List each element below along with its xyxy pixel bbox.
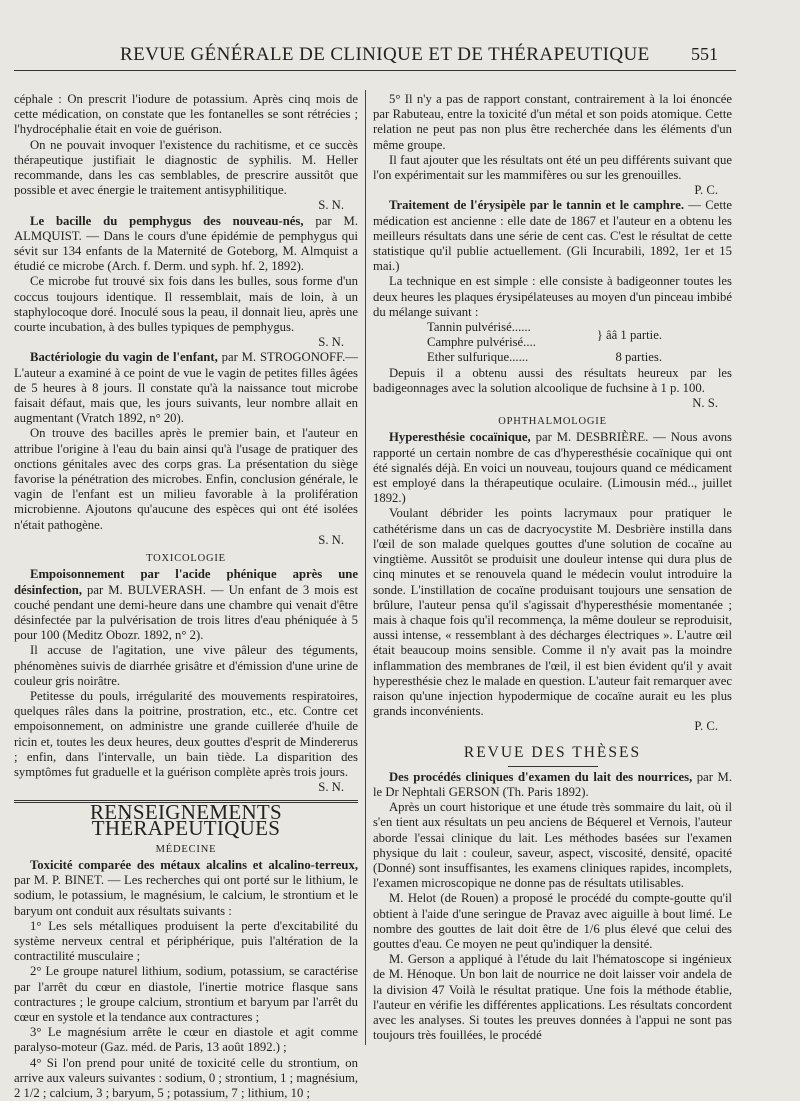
formula-line: Tannin pulvérisé......: [427, 320, 531, 335]
section-title-renseignements: RENSEIGNEMENTS THÉRAPEUTIQUES: [89, 800, 283, 840]
paragraph: céphale : On prescrit l'iodure de potassium. Après cinq mois de cette médication, on constate que les fontanelles se sont rétrécies ; l'hydrocéphalie était en voie de guérison.: [14, 92, 358, 137]
column-divider: [365, 90, 366, 1045]
article-gerson: [373, 770, 732, 800]
article-desbriere: [373, 430, 732, 506]
left-column: [14, 92, 358, 1101]
article-strogonoff: [14, 350, 358, 426]
article-bulverash: [14, 567, 358, 643]
paragraph: Après un court historique et une étude très sommaire du lait, où il s'en tient aux résultats un peu anciens de Béquerel et Vernois, l'auteur aborde l'essai clinique du lait. Les méthodes basées sur l'examen physique du lait : couleur, saveur, aspect, viscosité, densité, opacité (Donné) sont insuffisantes, les examens cliniques rapides, incomplets, l'examen microscopique ne donne pas de résultats utilisables.: [373, 800, 732, 891]
signature: P. C.: [694, 183, 718, 198]
paragraph: M. Helot (de Rouen) a proposé le procédé du compte-goutte qu'il obtient à l'aide d'une seringue de Pravaz avec aiguille à bout limé. Le nombre des gouttes de lait doit être de 1/6 plus élevé que celui des gouttes d'eau. Ce moyen ne peut qu'indiquer la densité.: [373, 891, 732, 951]
right-column: [373, 92, 732, 1043]
paragraph: On ne pouvait invoquer l'existence du rachitisme, et ce succès thérapeutique justifiait le diagnostic de syphilis. M. Heller recommande, dans les cas semblables, de prescrire aussitôt que possible et avec énergie le traitement antisyphilitique.: [14, 137, 358, 198]
paragraph: On trouve des bacilles après le premier bain, et l'auteur en attribue l'origine à l'eau du bain ainsi qu'à l'usage de pratiquer des onctions génitales avec des corps gras. La présentation du siège favorise la pénétration des microbes. Enfin, conclusion générale, le vagin de l'enfant est un milieu favorable à la prolifération microbienne. Ajoutons qu'aucune des espèces qui ont été isolées n'était pathogène.: [14, 426, 358, 532]
page-number: 551: [691, 44, 718, 64]
list-item: 4° Si l'on prend pour unité de toxicité celle du strontium, on arrive aux valeurs suivantes : sodium, 0 ; strontium, 1 ; magnésium, 2 1/2 ; calcium, 3 ; baryum, 5 ; potassium, 7 ; lithium, 10 ;: [14, 1055, 358, 1100]
article-title: Hyperesthésie cocaïnique,: [389, 430, 531, 445]
article-text: par M. DESBRIÈRE. — Nous avons rapporté un certain nombre de cas d'hyperesthésie cocaïnique qui ont été signalés déjà. En voici un nouveau, toujours quand ce médicament est employé dans la thérapeutique oculaire. (Limousin méd.., juillet 1892.): [373, 430, 732, 506]
formula-line: Ether sulfurique......: [427, 350, 529, 365]
article-title: Toxicité comparée des métaux alcalins et alcalino-terreux,: [30, 857, 358, 872]
paragraph: Il faut ajouter que les résultats ont été un peu différents suivant que l'on expérimentait sur les mammifères ou sur les grenouilles.: [373, 152, 732, 183]
paragraph: La technique en est simple : elle consiste à badigeonner toutes les deux heures les plaques érysipélateuses au moyen d'un pinceau imbibé du mélange suivant :: [373, 274, 732, 319]
list-item: 5° Il n'y a pas de rapport constant, contrairement à la loi énoncée par Rabuteau, entre la toxicité d'un métal et son poids atomique. Cette relation ne peut pas non plus être recherchée dans les éléments d'un même groupe.: [373, 92, 732, 152]
list-item: 1° Les sels métalliques produisent la perte d'excitabilité du système nerveux central et périphérique, puis l'altération de la contractilité musculaire ;: [14, 918, 358, 964]
article-text: par M. ALMQUIST. — Dans le cours d'une épidémie de pemphygus qui sévit sur 134 enfants de la Maternité de Goteborg, M. Almquist a étudié ce microbe (Arch. f. Derm. und syph. hf. 2, 1892).: [14, 213, 358, 274]
running-header: [0, 40, 800, 70]
article-title: Bactériologie du vagin de l'enfant,: [30, 350, 218, 365]
section-title-theses: REVUE DES THÈSES: [463, 743, 642, 761]
paragraph: Il accuse de l'agitation, une vive pâleur des téguments, phénomènes suivis de diarrhée grisâtre et d'émission d'une urine de couleur gris noirâtre.: [14, 643, 358, 688]
signature: S. N.: [318, 532, 344, 547]
formula: [373, 320, 732, 350]
signature: S. N.: [318, 198, 344, 213]
article-title: Traitement de l'érysipèle par le tannin et le camphre.: [389, 198, 685, 213]
article-title: Des procédés cliniques d'examen du lait des nourrices,: [389, 769, 693, 784]
signature: S. N.: [318, 335, 344, 350]
signature: P. C.: [694, 719, 718, 734]
formula-row: [373, 350, 732, 365]
paragraph: Voulant débrider les points lacrymaux pour pratiquer le cathétérisme dans un cas de dacryocystite M. Desbrière instilla dans l'œil de son malade quelques gouttes d'une solution de cocaïne au vingtième. Aussitôt se produisit une douleur intense qui dura plus de cinq minutes et se renouvela quand le médecin voulut introduire la sonde. L'instillation de cocaïne produisant toujours une sensation de brûlure, l'auteur pensa qu'il s'agissait d'hyperesthésie momentanée ; mais à chaque fois qu'il recommença, la même douleur se reproduisit, aussi intense, « ressemblant à des décharges électriques ». L'autre œil était beaucoup moins sensible. Comme il n'y avait pas la moindre inflammation des membranes de l'œil, il est bien évident qu'il y avait hyperesthésie chez le malade en question. L'auteur fait remarquer avec raison qu'une injection hypodermique de cocaïne aurait eu les plus grands inconvénients.: [373, 506, 732, 719]
article-title: Le bacille du pemphygus des nouveau-nés,: [30, 213, 304, 228]
article-almquist: [14, 214, 358, 275]
paragraph: Ce microbe fut trouvé six fois dans les bulles, sous forme d'un coccus toujours identique. Il ressemblait, mais de loin, à un staphylocoque doré. Inoculé sous la peau, il donnait lieu, après une courte incubation, à des bulles typiques de pemphygus.: [14, 274, 358, 335]
section-heading-ophthalmologie: OPHTHALMOLOGIE: [498, 416, 607, 428]
header-rule: [14, 70, 736, 71]
formula-quantity: 8 parties.: [615, 350, 662, 365]
formula-quantity: } ââ 1 partie.: [596, 327, 662, 342]
section-heading-medecine: MÉDECINE: [155, 843, 217, 855]
article-title: Empoisonnement par l'acide phénique après une désinfection,: [14, 567, 358, 597]
paragraph: Petitesse du pouls, irrégularité des mouvements respiratoires, quelques râles dans la poitrine, prostration, etc., etc. Contre cet empoisonnement, on administre une grande cuillerée d'huile de ricin et, toutes les deux heures, deux gouttes d'esprit de Mindererus ; enfin, dans l'intervalle, un bain tiède. La disparition des symptômes fut graduelle et la guérison complète après trois jours.: [14, 688, 358, 779]
list-item: 2° Le groupe naturel lithium, sodium, potassium, se caractérise par l'arrêt du cœur en diastole, l'inertie motrice flasque sans contractures ; le groupe calcium, strontium et baryum par l'arrêt du cœur en systole et la tendance aux contractures ;: [14, 964, 358, 1024]
paragraph: Depuis il a obtenu aussi des résultats heureux par les badigeonnages avec la solution alcoolique de fuchsine à 1 p. 100.: [373, 365, 732, 395]
formula-line: Camphre pulvérisé....: [427, 335, 536, 350]
section-rule: [508, 766, 598, 767]
article-binet: [14, 858, 358, 919]
article-text: par M. STROGONOFF.— L'auteur a examiné à ce point de vue le vagin de petites filles âgées de 5 heures à 8 jours. Il constate qu'à la naissance tout microbe faisait défaut, mais que, les jours suivants, leur nombre allait en augmentant (Vratch 1892, n° 20).: [14, 350, 358, 426]
list-item: 3° Le magnésium arrête le cœur en diastole et agit comme paralyso-moteur (Gaz. méd. de Paris, 13 août 1892.) ;: [14, 1025, 358, 1055]
signature: S. N.: [318, 780, 344, 795]
article-text: par M. le Dr Nephtali GERSON (Th. Paris 1892).: [373, 769, 732, 799]
section-heading-toxicologie: TOXICOLOGIE: [146, 553, 226, 565]
journal-title: REVUE GÉNÉRALE DE CLINIQUE ET DE THÉRAPEUTIQUE: [120, 44, 650, 65]
paragraph: M. Gerson a appliqué à l'étude du lait l'hématoscope si ingénieux de M. Hénoque. Un bon lait de nourrice ne doit laisser voir andela de la division 47 Voilà le résultat pratique. Une fois la méthode établie, l'auteur en vérifie les différentes applications. Les résultats concordent avec les analyses. Si toutes les preuves données à l'appui ne sont pas toujours très fouillées, le procédé: [373, 952, 732, 1043]
signature: N. S.: [692, 396, 718, 411]
article-text: par M. P. BINET. — Les recherches qui ont porté sur le lithium, le sodium, le potassium, le magnésium, le calcium, le strontium et le baryum ont conduit aux résultats suivants :: [14, 873, 358, 918]
article-erysipele: [373, 198, 732, 274]
article-text: par M. BULVERASH. — Un enfant de 3 mois est couché pendant une demi-heure dans une chambre qui venait d'être désinfectée par la pulvérisation de trois litres d'eau phéniquée à 5 pour 100 (Meditz Obozr. 1892, n° 2).: [14, 582, 358, 643]
article-text: — Cette médication est ancienne : elle date de 1867 et l'auteur en a obtenu les meilleurs résultats dans une série de cent cas. C'est le résultat de cette statistique qu'il publie actuellement. (Gli Incurabili, 1892, 1er et 15 mai.): [373, 198, 732, 274]
